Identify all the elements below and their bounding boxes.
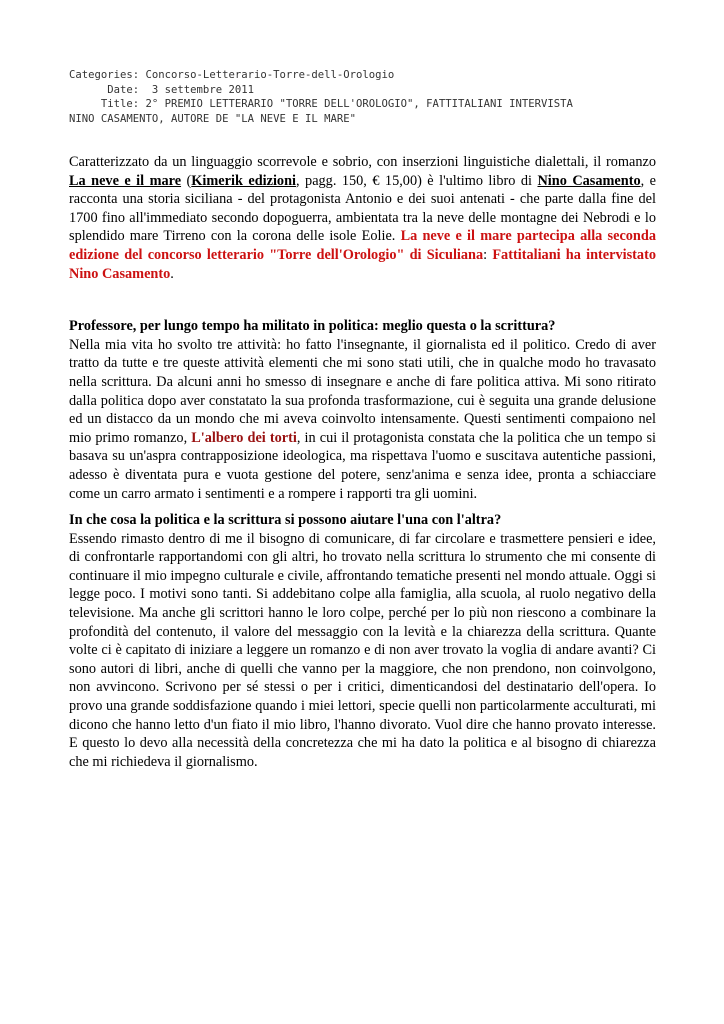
author-link[interactable]: Nino Casamento: [537, 172, 641, 189]
date-line: Date: 3 settembre 2011: [69, 83, 254, 96]
interview-highlight: Fattitaliani ha intervistato Nino Casamento: [69, 246, 656, 282]
answer-1-part-1: Nella mia vita ho svolto tre attività: ho fatto l'insegnante, il giornalista ed il politico. Credo di aver tratto da tutte e tre queste attività elementi che mi sono stati utili, che in qualche modo ho travasato nella scrittura. Da alcuni anni ho smesso di insegnare e anche di fare politica attiva. Mi sono ritirato dalla politica dopo aver constatato la sua profonda trasformazione, cui è seguita una grande delusione ed un distacco da un mondo che mi aveva coinvolto intensamente. Questi sentimenti compaiono nel mio primo romanzo,: [69, 336, 656, 446]
book-title-link[interactable]: La neve e il mare: [69, 172, 182, 189]
qa-block-2: [69, 511, 656, 771]
title-line-2: NINO CASAMENTO, AUTORE DE "LA NEVE E IL MARE": [69, 112, 357, 125]
qa-block-1: [69, 317, 656, 503]
answer-2: Essendo rimasto dentro di me il bisogno di comunicare, di far circolare e trasmettere pensieri e idee, di confrontarle rapportandomi con gli altri, ho trovato nella scrittura lo strumento che mi consente di continuare il mio impegno culturale e civile, affrontando tematiche presenti nel mondo attuale. Oggi si legge poco. I motivi sono tanti. Si addebitano colpe alla famiglia, alla scuola, al ruolo negativo della televisione. Ma anche gli scrittori hanno le loro colpe, perché per lo più non riescono a combinare la profondità del contenuto, il valore del messaggio con la levità e la chiarezza della scrittura. Quante volte ci è capitato di iniziare a leggere un romanzo e di non aver trovato la voglia di andare avanti? Ci sono autori di libri, anche di quelli che vanno per la maggiore, che non prendono, non coinvolgono, non avvincono. Scrivono per sé stessi o per i critici, dimenticandosi del destinatario dell'opera. Io provo una grande soddisfazione quando i miei lettori, specie quelli non particolarmente acculturati, mi dicono che hanno letto d'un fiato il mio libro, l'hanno divorato. Vuol dire che hanno provato interesse. E questo lo devo alla necessità della concretezza che mi ha dato la politica e al bisogno di chiarezza che mi richiedeva il giornalismo.: [69, 530, 656, 770]
categories-line: Categories: Concorso-Letterario-Torre-dell-Orologio: [69, 69, 395, 81]
question-1: Professore, per lungo tempo ha militato in politica: meglio questa o la scrittura?: [69, 318, 556, 335]
article-body: [69, 153, 656, 771]
question-2: In che cosa la politica e la scrittura si possono aiutare l'una con l'altra?: [69, 512, 502, 529]
publisher-link[interactable]: Kimerik edizioni: [191, 172, 297, 189]
contest-highlight: La neve e il mare partecipa alla seconda edizione del concorso letterario "Torre dell'Orologio" di Siculiana: [69, 228, 656, 263]
first-novel-title: L'albero dei torti: [191, 429, 297, 446]
answer-1-part-2: , in cui il protagonista constata che la politica che un tempo si basava su un'aspra contrapposizione ideologica, ma rispettava l'uomo e suscitava autentiche passioni, adesso è diventata pura e vuota gestione del potere, senz'anima e senza idee, pronta a schiacciare come un carro armato i sentimenti e a rompere i rapporti tra gli uomini.: [69, 429, 656, 502]
post-metadata: [69, 68, 669, 126]
title-line-1: Title: 2° PREMIO LETTERARIO "TORRE DELL'OROLOGIO", FATTITALIANI INTERVISTA: [69, 98, 573, 110]
intro-paragraph: Caratterizzato da un linguaggio scorrevole e sobrio, con inserzioni linguistiche dialettali, il romanzo La neve e il mare (Kimerik edizioni, pagg. 150, € 15,00) è l'ultimo libro di Nino Casamento, e racconta una storia siciliana - del protagonista Antonio e dei suoi antenati - che parte dalla fine del 1700 fino all'immediato secondo dopoguerra, ambientata tra la neve delle montagne dei Nebrodi e lo splendido mare Tirreno con la corona delle isole Eolie. La neve e il mare partecipa alla seconda edizione del concorso letterario "Torre dell'Orologio" di Siculiana: Fattitaliani ha intervistato Nino Casamento.: [69, 154, 656, 282]
